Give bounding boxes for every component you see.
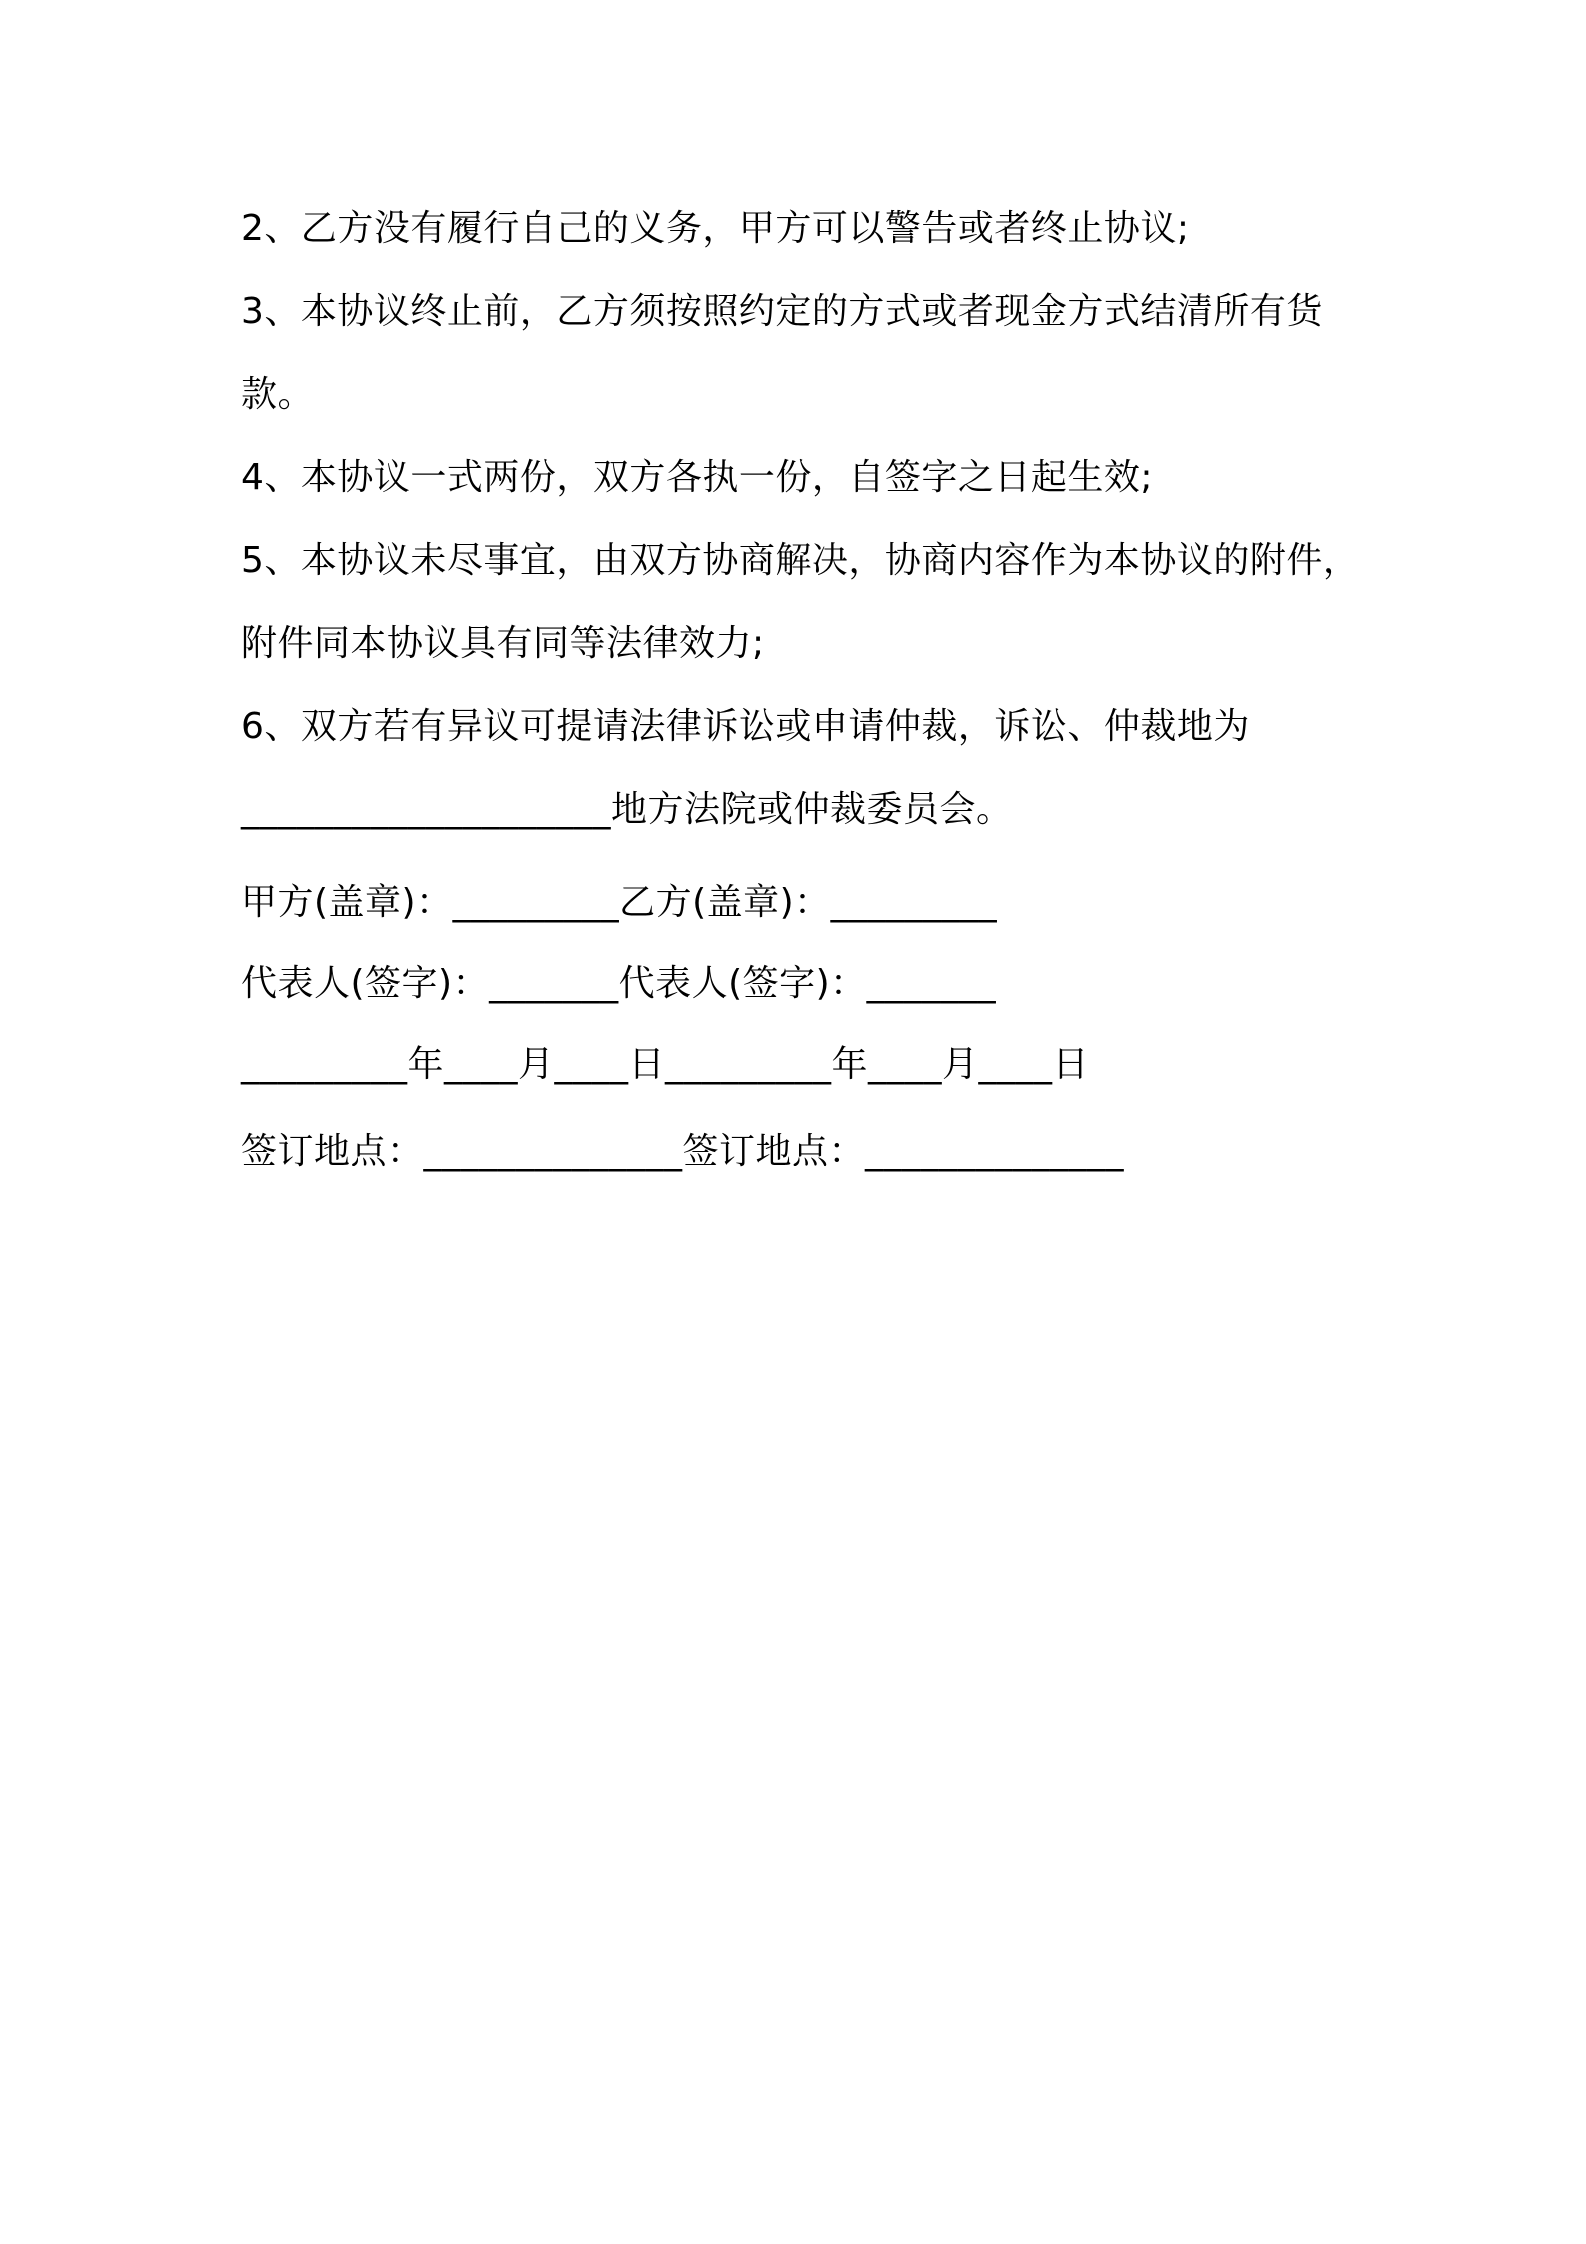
representative-signature-line: 代表人(签字)：_______代表人(签字)：_______ — [241, 963, 997, 1004]
clause-3-line-1: 3、本协议终止前，乙方须按照约定的方式或者现金方式结清所有货 — [241, 291, 1323, 332]
clause-5-line-2: 附件同本协议具有同等法律效力; — [241, 623, 765, 664]
clause-3-line-2: 款。 — [241, 374, 315, 415]
clause-6-line-2: ____________________地方法院或仲裁委员会。 — [241, 789, 1013, 830]
signing-place-line: 签订地点：______________签订地点：______________ — [241, 1131, 1125, 1172]
clause-2: 2、乙方没有履行自己的义务，甲方可以警告或者终止协议; — [241, 208, 1190, 249]
clause-6-line-1: 6、双方若有异议可提请法律诉讼或申请仲裁，诉讼、仲裁地为 — [241, 706, 1250, 747]
party-seal-line: 甲方(盖章)：_________乙方(盖章)：_________ — [241, 882, 998, 923]
clause-5-line-1: 5、本协议未尽事宜，由双方协商解决，协商内容作为本协议的附件， — [241, 540, 1360, 581]
signing-date-line: _________年____月____日_________年____月____日 — [241, 1044, 1089, 1085]
clause-4: 4、本协议一式两份，双方各执一份，自签字之日起生效; — [241, 457, 1154, 498]
